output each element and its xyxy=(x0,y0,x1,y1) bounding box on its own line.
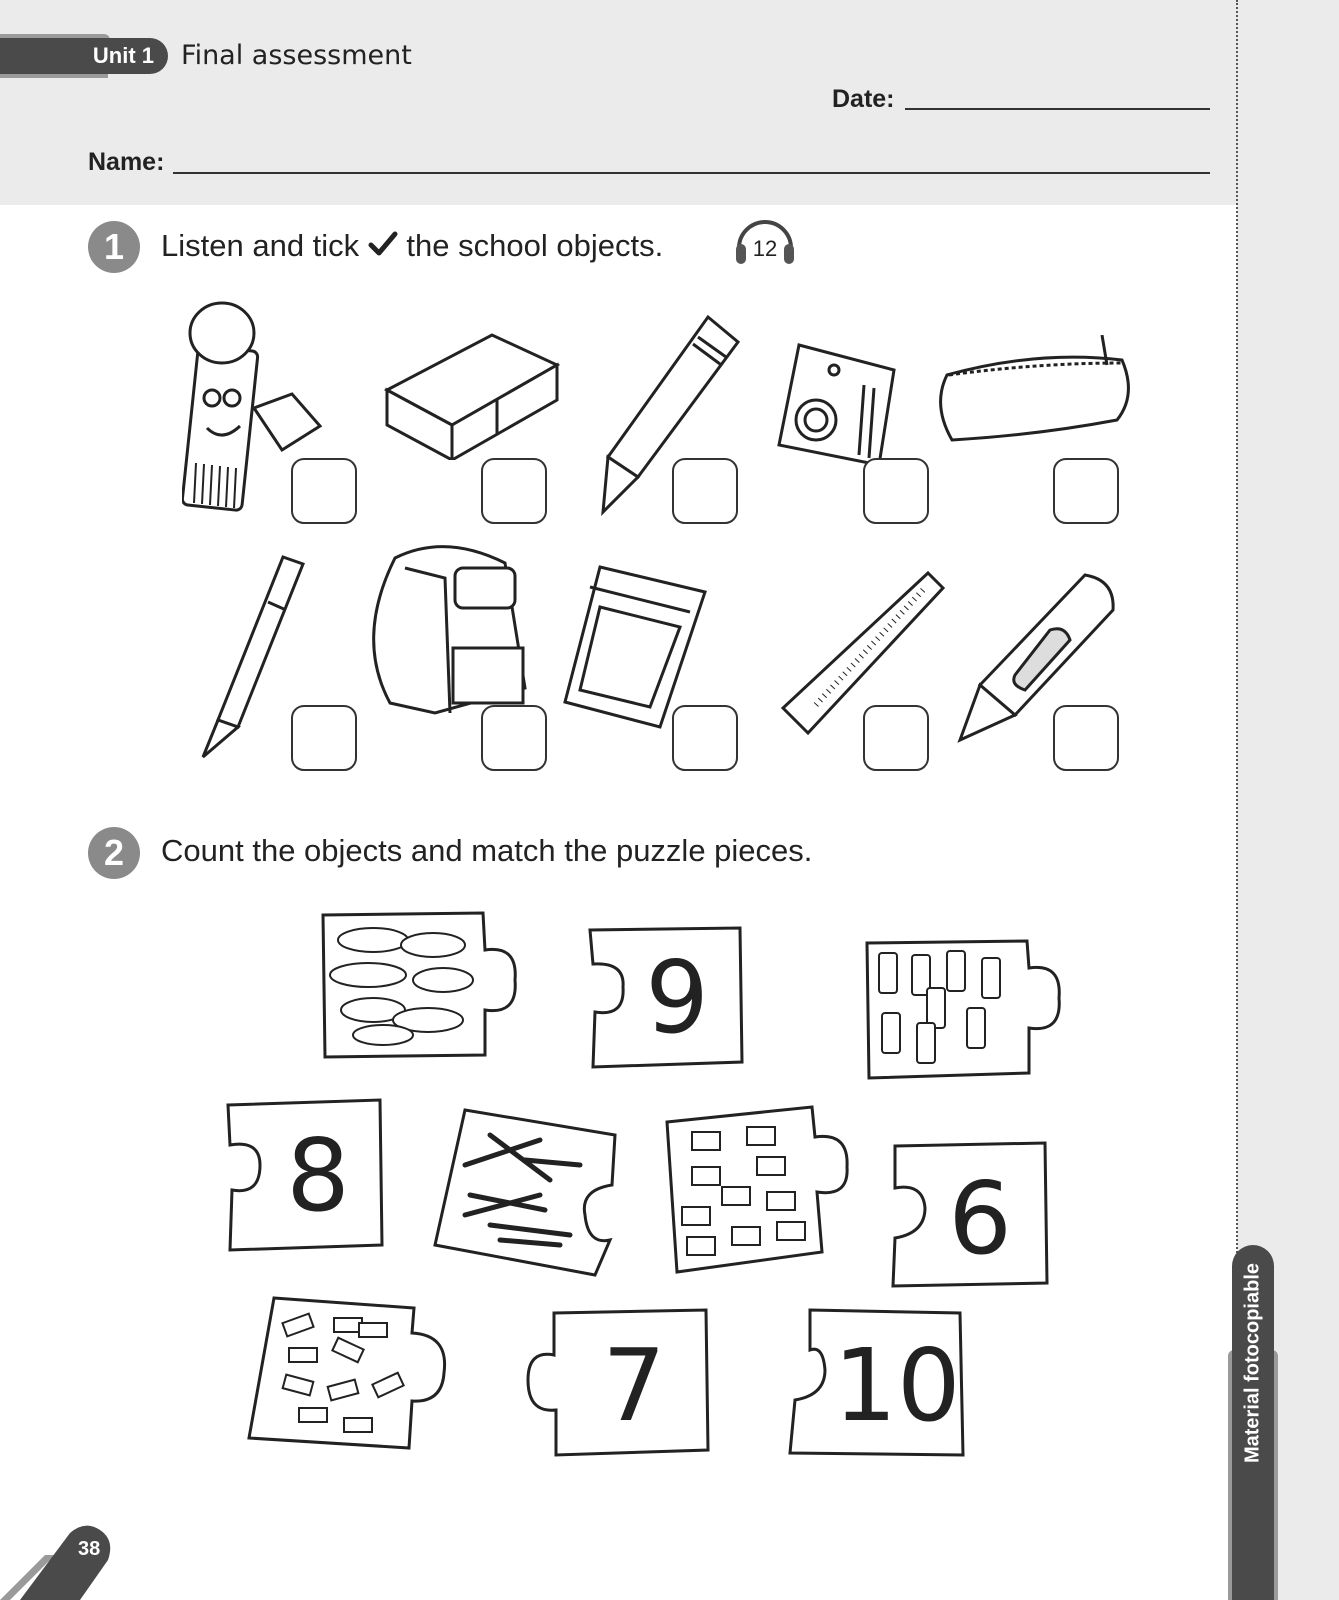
tick-box-crayon[interactable] xyxy=(1053,705,1119,771)
name-label: Name: xyxy=(88,148,165,176)
audio-track-icon[interactable] xyxy=(733,218,797,268)
puzzle-piece-number-7[interactable] xyxy=(526,1305,716,1460)
puzzle-piece-number-8[interactable] xyxy=(220,1095,390,1255)
tick-box-school-bag[interactable] xyxy=(481,705,547,771)
number-9-label: 9 xyxy=(645,939,709,1056)
exercise-1-number: 1 xyxy=(88,221,140,273)
pencil-sharpener-drawing xyxy=(774,340,899,475)
photocopiable-label xyxy=(1232,1245,1274,1480)
pencil-case-drawing xyxy=(937,335,1137,445)
page-title: Final assessment xyxy=(181,40,412,71)
exercise-1-instruction xyxy=(161,228,663,264)
number-8-label: 8 xyxy=(286,1117,350,1234)
audio-track-number: 12 xyxy=(752,236,778,261)
exercise-2-instruction: Count the objects and match the puzzle pieces. xyxy=(161,833,813,868)
eraser-drawing xyxy=(382,330,562,460)
puzzle-piece-number-6[interactable] xyxy=(885,1138,1055,1293)
number-6-label: 6 xyxy=(948,1160,1012,1277)
unit-badge: Unit 1 xyxy=(0,38,168,74)
instruction-part-1: Listen and tick xyxy=(161,228,360,263)
tick-box-pencil[interactable] xyxy=(672,458,738,524)
photocopiable-text: Material fotocopiable xyxy=(1241,1262,1264,1463)
header-band xyxy=(0,0,1237,205)
name-field[interactable] xyxy=(173,172,1210,174)
puzzle-piece-number-9[interactable] xyxy=(585,922,750,1072)
date-field[interactable] xyxy=(905,108,1210,110)
puzzle-piece-pencil-sharpeners[interactable] xyxy=(657,1102,852,1277)
tick-box-book[interactable] xyxy=(672,705,738,771)
page-number: 38 xyxy=(78,1538,101,1560)
tick-box-pen[interactable] xyxy=(291,705,357,771)
number-10-label: 10 xyxy=(833,1327,961,1444)
puzzle-piece-pencils[interactable] xyxy=(430,1105,625,1280)
puzzle-piece-erasers[interactable] xyxy=(244,1293,454,1458)
check-icon xyxy=(368,229,398,259)
tick-box-pencil-sharpener[interactable] xyxy=(863,458,929,524)
tick-box-pencil-case[interactable] xyxy=(1053,458,1119,524)
puzzle-piece-glue-sticks[interactable] xyxy=(857,933,1065,1083)
puzzle-piece-number-10[interactable] xyxy=(785,1305,970,1465)
page-corner xyxy=(0,1525,112,1600)
school-bag-drawing xyxy=(355,538,535,718)
puzzle-piece-pencil-cases[interactable] xyxy=(313,905,521,1065)
tick-box-glue-stick[interactable] xyxy=(291,458,357,524)
instruction-part-2: the school objects. xyxy=(406,228,664,263)
date-label: Date: xyxy=(832,85,895,113)
tick-box-eraser[interactable] xyxy=(481,458,547,524)
tick-box-ruler[interactable] xyxy=(863,705,929,771)
exercise-2-number: 2 xyxy=(88,827,140,879)
number-7-label: 7 xyxy=(602,1327,666,1444)
